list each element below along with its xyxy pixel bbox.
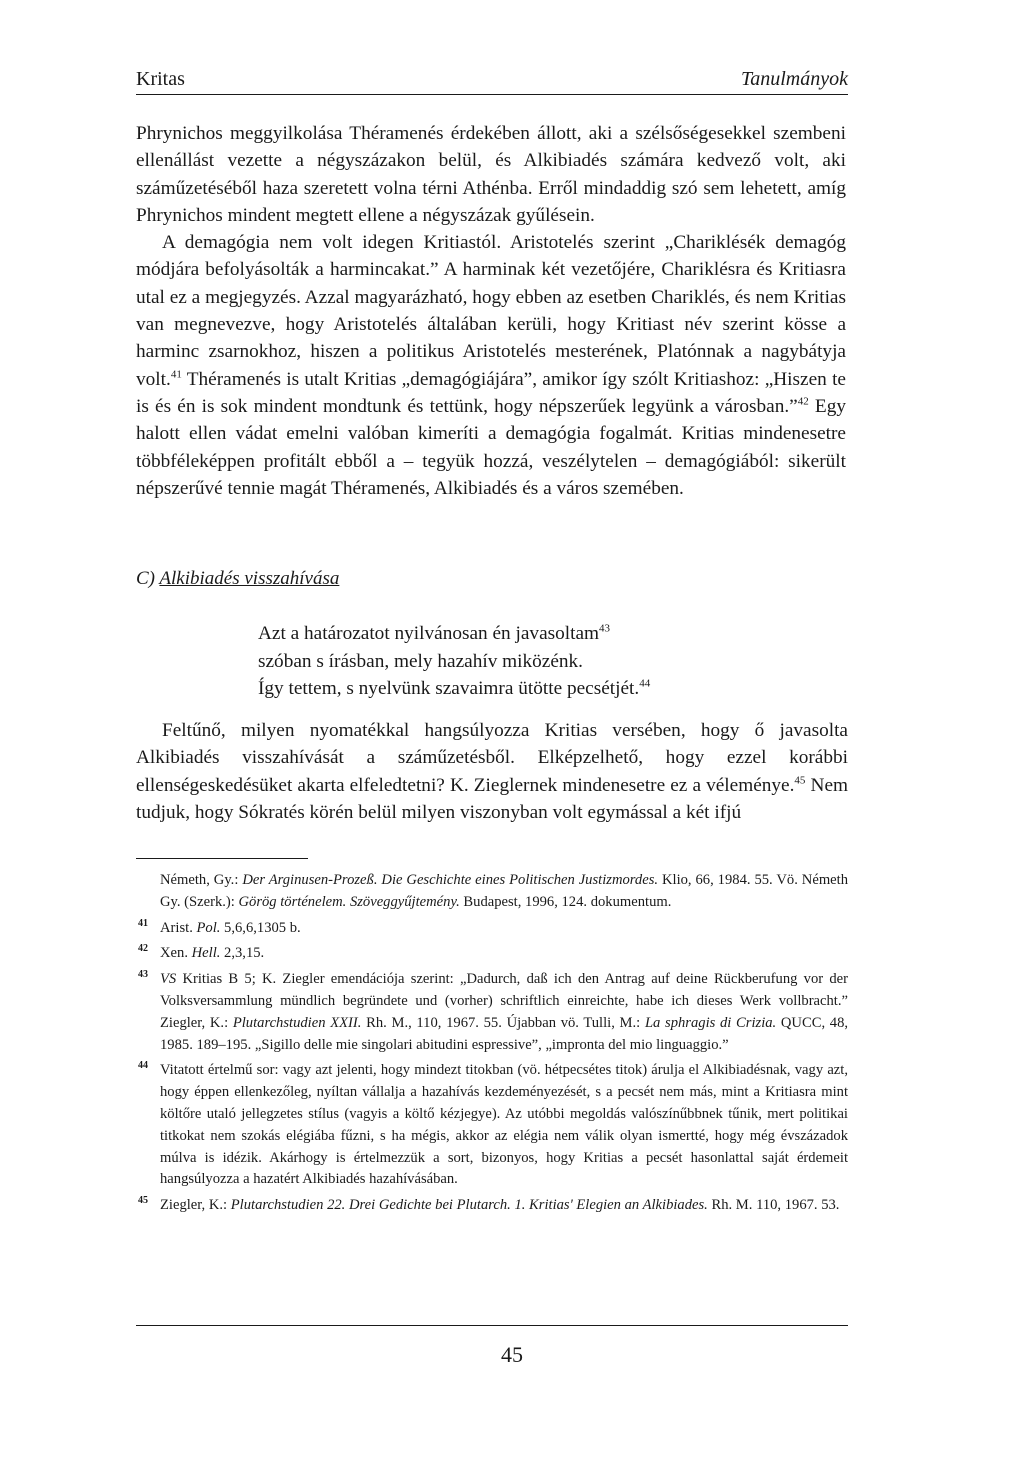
verse-line: szóban s írásban, mely hazahív miközénk.	[258, 650, 584, 672]
running-header	[136, 64, 848, 95]
page-number: 45	[501, 1342, 523, 1367]
footnote-42: 42 Xen. Hell. 2,3,15.	[136, 943, 848, 965]
header-author: Kritas	[136, 68, 185, 90]
footnote-divider	[136, 858, 308, 859]
footnote-44: 44 Vitatott értelmű sor: vagy azt jelenti, hogy mindezt titokban (vö. hétpecsétes titok) árulja el Alkibiadésnak, vagy azt, hogy éppen ellenkezőleg, nyíltan vállalja a hazahívás kezdeményezését, s a pecsét nem más, mint a Kritiasra mint költőre utaló jellegzetes stílus (vagyis a költő kézjegye). Az utóbbi megoldás valószínűbbnek tűnik, mert politikai titkokat nem szokás elégiába fűzni, s ha mégis, akkor az elégia nem válik olyan ismertté, hogy még évszázadok múlva is idézik. Akárhogy is értelmezzük a sort, bizonyos, hogy Kritias a pecsét hasonlattal saját érdemeit hangsúlyozza a hazatért Alkibiadés hazahívásában.	[136, 1060, 848, 1191]
body-text-2	[136, 717, 848, 827]
verse-line: Azt a határozatot nyilvánosan én javasoltam$^{43}$	[258, 622, 611, 644]
header-section: Tanulmányok	[740, 68, 848, 90]
footnote-ref[interactable]: 43	[599, 622, 611, 635]
footnote-40-continuation: Németh, Gy.: Der Arginusen-Prozeß. Die Geschichte eines Politischen Justizmordes. Klio, 66, 1984. 55. Vö. Németh Gy. (Szerk.): Görög történelem. Szöveggyűjtemény. Budapest, 1996, 124. dokumentum.	[160, 872, 849, 910]
section-heading: C) Alkibiadés visszahívása	[136, 568, 340, 589]
footnote-number: 42	[138, 943, 148, 955]
page-footer-rule	[136, 1325, 848, 1326]
paragraph: A demagógia nem volt idegen Kritiastól. Aristotelés szerint „Chariklésék demagóg módjára befolyásolták a harmincakat.” A harminak két vezetőjére, Chariklésra és Kritiasra utal ez a megjegyzés. Azzal magyarázható, hogy ebben az esetben Chariklés, és nem Kritias van megnevezve, hogy Aristotelés általában kerüli, hogy Kritiast név szerint kösse a harminc zsarnokhoz, hiszen a politikus Aristotelés mesterének, Platónnak a nagybátyja volt.$^{41}$ Théramenés is utalt Kritias „demagógiájára”, amikor így szólt Kritiashoz: „Hiszen te is és én is sok mindent mondtunk és tettünk, hogy népszerűek legyünk a városban.”$^{42}$ Egy halott ellen vádat emelni valóban kimeríti a demagógia fogalmát. Kritias mindenesetre többféleképpen profitált ebből a – tegyük hozzá, veszélytelen – demagógiából: sikerült népszerűvé tennie magát Théramenés, Alkibiadés és a város szemében.	[136, 232, 846, 499]
verse-quote	[258, 620, 818, 703]
footnote-ref[interactable]: 45	[794, 774, 806, 787]
footnote-number: 43	[138, 969, 148, 981]
footnotes	[136, 870, 848, 1221]
footnote-number: 41	[138, 917, 148, 929]
footnote-41: 41 Arist. Pol. 5,6,6,1305 b.	[136, 918, 848, 940]
footnote-ref[interactable]: 41	[170, 368, 182, 381]
verse-line: Így tettem, s nyelvünk szavaimra ütötte pecsétjét.$^{44}$	[258, 677, 651, 699]
footnote-number: 44	[138, 1060, 148, 1072]
footnote-ref[interactable]: 42	[797, 395, 809, 408]
paragraph: Phrynichos meggyilkolása Théramenés érdekében állott, aki a szélsőségesekkel szembeni ellenállást vezette a négyszázakon belül, és Alkibiadés számára kedvező volt, aki száműzetéséből haza szeretett volna térni Athénba. Erről mindaddig szó sem lehetett, amíg Phrynichos mindent megtett ellene a négyszázak gyűlésein.	[136, 123, 846, 226]
footnote-45: 45 Ziegler, K.: Plutarchstudien 22. Drei Gedichte bei Plutarch. 1. Kritias' Elegien an Alkibiades. Rh. M. 110, 1967. 53.	[136, 1195, 848, 1217]
body-text-1	[136, 120, 846, 502]
footnote-43: 43 VS Kritias B 5; K. Ziegler emendációja szerint: „Dadurch, daß ich den Antrag auf deine Rückberufung vor der Volksversammlung mündlich begründete und (vorher) schriftlich einreichte, habe ich dieses Werk vollbracht.” Ziegler, K.: Plutarchstudien XXII. Rh. M., 110, 1967. 55. Újabban vö. Tulli, M.: La sphragis di Crizia. QUCC, 48, 1985. 189–195. „Sigillo delle mie singolari abitudini espressive”, „impronta del mio linguaggio.”	[136, 969, 848, 1056]
footnote-ref[interactable]: 44	[639, 677, 651, 690]
paragraph: Feltűnő, milyen nyomatékkal hangsúlyozza Kritias versében, hogy ő javasolta Alkibiadés visszahívását a száműzetésből. Elképzelhető, hogy ezzel korábbi ellenségeskedésüket akarta elfeledtetni? K. Zieglernek mindenesetre ez a véleménye.$^{45}$ Nem tudjuk, hogy Sókratés körén belül milyen viszonyban volt egymással a két ifjú	[136, 720, 848, 824]
section-title-text: Alkibiadés visszahívása	[159, 568, 340, 589]
footnote-number: 45	[138, 1195, 148, 1207]
